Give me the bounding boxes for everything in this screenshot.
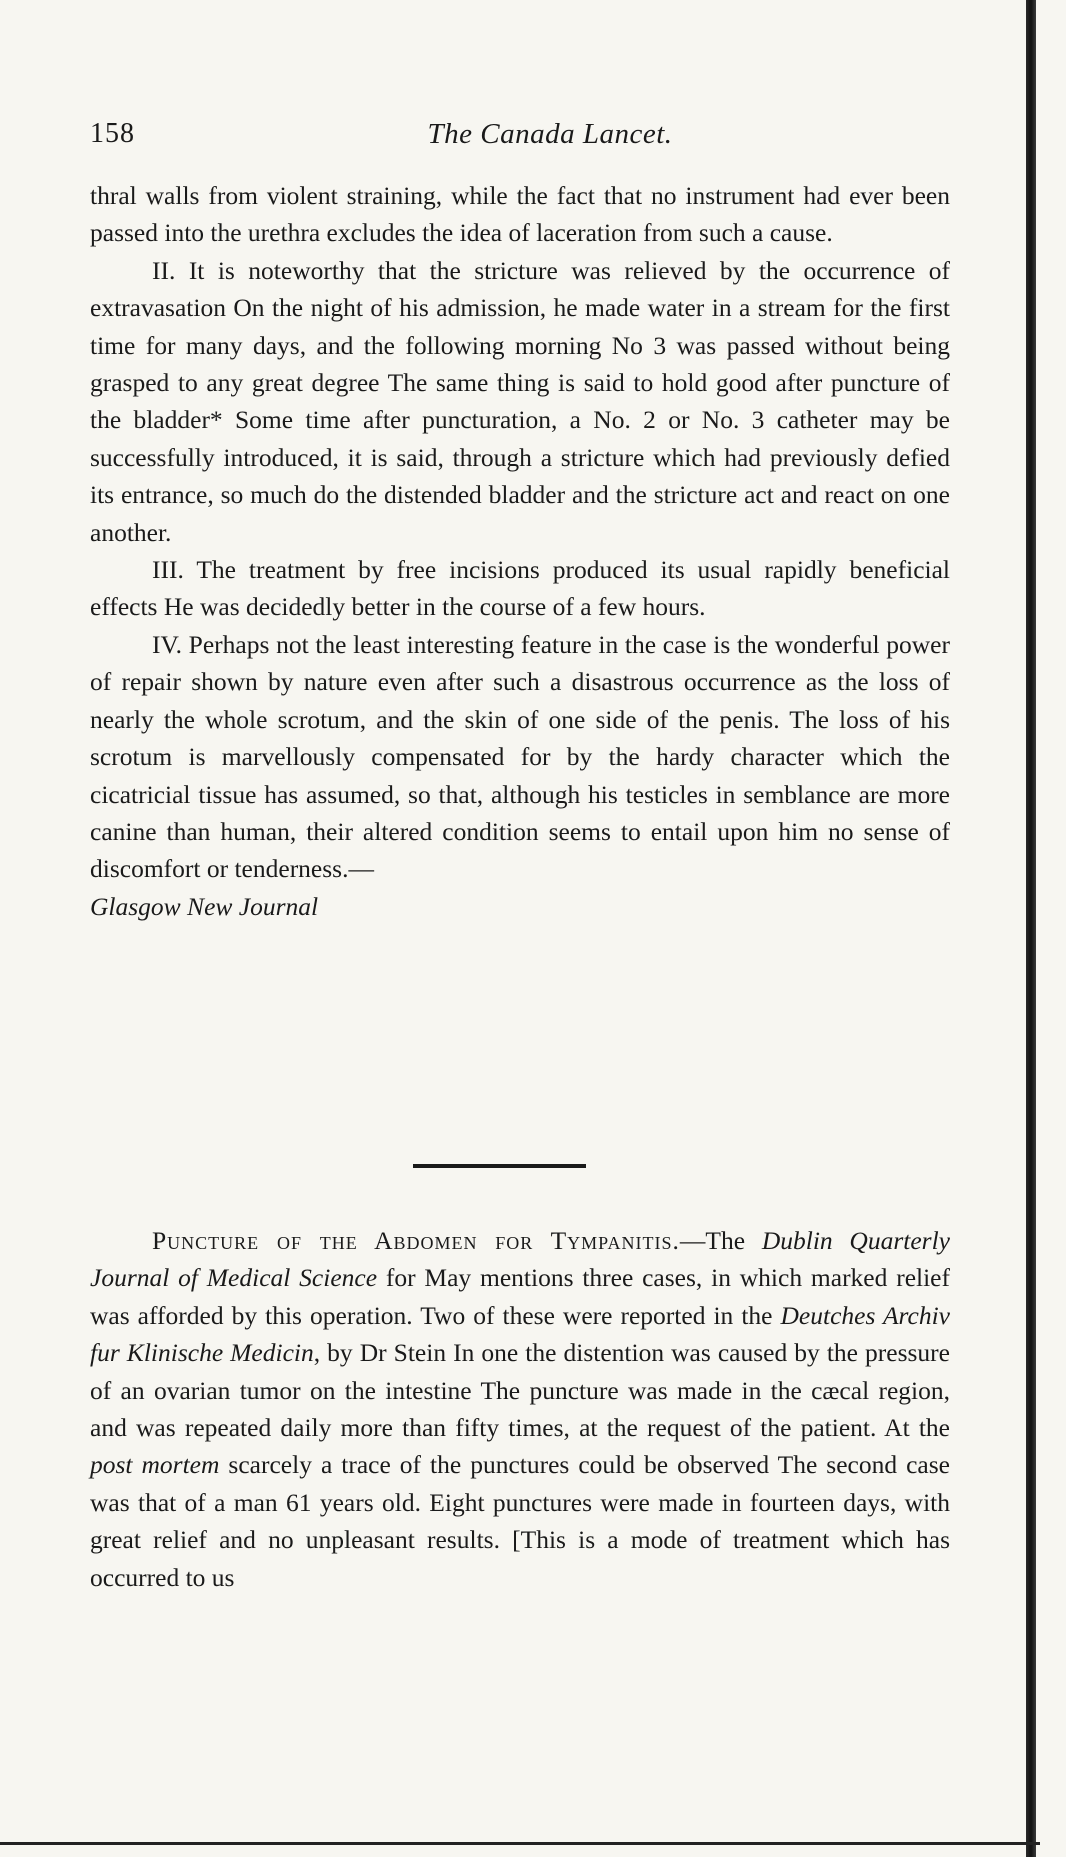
source-citation: Glasgow New Journal xyxy=(90,891,319,921)
archive-name: Deutches Archiv fur Klinische Medicin xyxy=(90,1300,950,1368)
page-number: 158 xyxy=(90,118,135,149)
running-title: The Canada Lancet. xyxy=(427,118,673,150)
heading-dash: —The xyxy=(679,1226,762,1255)
article-continuation xyxy=(90,177,950,925)
body-text-3: scarcely a trace of the punctures could be observed The second case was that of a man 61 years old. Eight punctures were made in fourteen days, with great relief and no unpleasant results. [This is a mode of treatment which has occurred to us xyxy=(90,1450,950,1592)
section-divider xyxy=(413,1164,586,1168)
paragraph-continuation: thral walls from violent straining, while the fact that no instrument had ever been passed into the urethra excludes the idea of laceration from such a cause. xyxy=(90,181,950,248)
paragraph-iv: IV. Perhaps not the least interesting feature in the case is the wonderful power of repair shown by nature even after such a disastrous occurrence as the loss of nearly the whole scrotum, and the skin of one side of the penis. The loss of his scrotum is marvellously compensated for by the hardy character which the cicatricial tissue has assumed, so that, although his testicles in semblance are more canine than human, their altered condition seems to entail upon him no sense of discomfort or tenderness.— xyxy=(90,629,950,884)
article-heading: Puncture of the Abdomen for Tympanitis. xyxy=(152,1226,680,1255)
page-header xyxy=(90,118,950,158)
page-bottom-edge xyxy=(0,1842,1040,1845)
book-spine-edge xyxy=(1026,0,1036,1857)
paragraph-tympanitis xyxy=(90,1222,950,1596)
post-mortem-term: post mortem xyxy=(90,1450,220,1480)
journal-name: Dublin Quarterly Journal of Medical Science xyxy=(90,1226,950,1293)
paragraph-ii: II. It is noteworthy that the stricture was relieved by the occurrence of extravasation On the night of his admission, he made water in a stream for the first time for many days, and the following morning No 3 was passed without being grasped to any great degree The same thing is said to hold good after puncture of the bladder* Some time after puncturation, a No. 2 or No. 3 catheter may be successfully introduced, it is said, through a stricture which had previously defied its entrance, so much do the distended bladder and the stricture act and react on one another. xyxy=(90,255,950,547)
paragraph-iii: III. The treatment by free incisions produced its usual rapidly beneficial effects He was decidedly better in the course of a few hours. xyxy=(90,555,950,622)
body-text-2: , by Dr Stein In one the distention was caused by the pressure of an ovarian tumor on the intestine The puncture was made in the cæcal region, and was repeated daily more than fifty times, at the request of the patient. At the xyxy=(90,1338,950,1443)
body-text-1: for May mentions three cases, in which marked relief was afforded by this operation. Two of these were reported in the xyxy=(90,1263,950,1330)
article-tympanitis xyxy=(90,1222,950,1596)
